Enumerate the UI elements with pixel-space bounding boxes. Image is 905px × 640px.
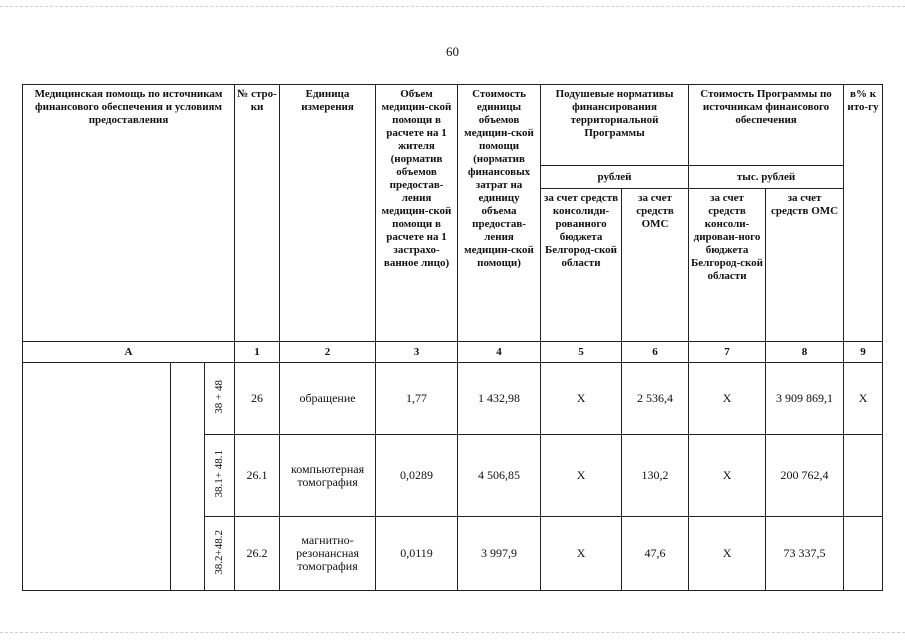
row-regional-cost: Х bbox=[689, 435, 766, 517]
header-volume: Объем медицин-ской помощи в расчете на 1 жителя (норматив объемов предостав-ления медицин-ской помощи в расчете на 1 застрахо-ванное лицо) bbox=[376, 85, 458, 342]
col-number-8: 8 bbox=[766, 342, 844, 363]
row-line-number: 26.1 bbox=[235, 435, 280, 517]
header-per-capita-norms: Подушевые нормативы финансирования территориальной Программы bbox=[541, 85, 689, 166]
header-oms-cost: за счет средств ОМС bbox=[766, 189, 844, 342]
header-unit-rubles: рублей bbox=[541, 166, 689, 189]
page-edge-bottom bbox=[0, 632, 905, 633]
row-code: 38 + 48 bbox=[213, 380, 226, 414]
row-oms-norm: 130,2 bbox=[622, 435, 689, 517]
care-type-cell bbox=[23, 363, 171, 591]
table-row-code bbox=[205, 517, 235, 591]
row-oms-norm: 2 536,4 bbox=[622, 363, 689, 435]
row-unit-cost: 3 997,9 bbox=[458, 517, 541, 591]
row-oms-cost: 73 337,5 bbox=[766, 517, 844, 591]
row-unit-cost: 4 506,85 bbox=[458, 435, 541, 517]
row-oms-cost: 3 909 869,1 bbox=[766, 363, 844, 435]
col-number-6: 6 bbox=[622, 342, 689, 363]
col-number-3: 3 bbox=[376, 342, 458, 363]
header-line-number: № стро-ки bbox=[235, 85, 280, 342]
header-regional-budget-cost: за счет средств консоли-диpован-ного бюджета Белгород-ской области bbox=[689, 189, 766, 342]
col-number-5: 5 bbox=[541, 342, 622, 363]
row-oms-cost: 200 762,4 bbox=[766, 435, 844, 517]
row-regional-cost: Х bbox=[689, 517, 766, 591]
row-code: 38.1+ 48.1 bbox=[213, 450, 226, 498]
page-edge-top bbox=[0, 6, 905, 7]
row-percent: Х bbox=[844, 363, 883, 435]
row-volume: 0,0119 bbox=[376, 517, 458, 591]
header-unit: Единица измерения bbox=[280, 85, 376, 342]
row-regional-norm: Х bbox=[541, 363, 622, 435]
col-number-1: 1 bbox=[235, 342, 280, 363]
col-number-7: 7 bbox=[689, 342, 766, 363]
header-program-cost: Стоимость Программы по источникам финансового обеспечения bbox=[689, 85, 844, 166]
header-percent-of-total: в% к ито-гу bbox=[844, 85, 883, 342]
row-code: 38.2+48.2 bbox=[213, 529, 226, 575]
col-number-a: А bbox=[23, 342, 235, 363]
row-volume: 0,0289 bbox=[376, 435, 458, 517]
col-number-2: 2 bbox=[280, 342, 376, 363]
header-regional-budget-norm: за счет средств консолиди-рованного бюджета Белгород-ской области bbox=[541, 189, 622, 342]
header-unit-cost: Стоимость единицы объемов медицин-ской помощи (норматив финансовых затрат на единицу объема предостав-ления медицин-ской помощи) bbox=[458, 85, 541, 342]
table-row-code bbox=[205, 363, 235, 435]
row-regional-norm: Х bbox=[541, 517, 622, 591]
row-percent bbox=[844, 517, 883, 591]
col-number-9: 9 bbox=[844, 342, 883, 363]
row-unit: обращение bbox=[280, 363, 376, 435]
col-number-4: 4 bbox=[458, 342, 541, 363]
financing-table bbox=[22, 84, 883, 591]
table-row-code bbox=[205, 435, 235, 517]
care-subtype-cell bbox=[171, 363, 205, 591]
row-line-number: 26 bbox=[235, 363, 280, 435]
row-volume: 1,77 bbox=[376, 363, 458, 435]
row-unit: компьютерная томография bbox=[280, 435, 376, 517]
row-oms-norm: 47,6 bbox=[622, 517, 689, 591]
row-percent bbox=[844, 435, 883, 517]
header-unit-thousand-rubles: тыс. рублей bbox=[689, 166, 844, 189]
header-oms-norm: за счет средств ОМС bbox=[622, 189, 689, 342]
header-care-type: Медицинская помощь по источникам финансового обеспечения и условиям предоставления bbox=[23, 85, 235, 342]
row-unit: магнитно-резонансная томография bbox=[280, 517, 376, 591]
page-number: 60 bbox=[446, 44, 459, 59]
row-regional-cost: Х bbox=[689, 363, 766, 435]
row-line-number: 26.2 bbox=[235, 517, 280, 591]
row-regional-norm: Х bbox=[541, 435, 622, 517]
row-unit-cost: 1 432,98 bbox=[458, 363, 541, 435]
